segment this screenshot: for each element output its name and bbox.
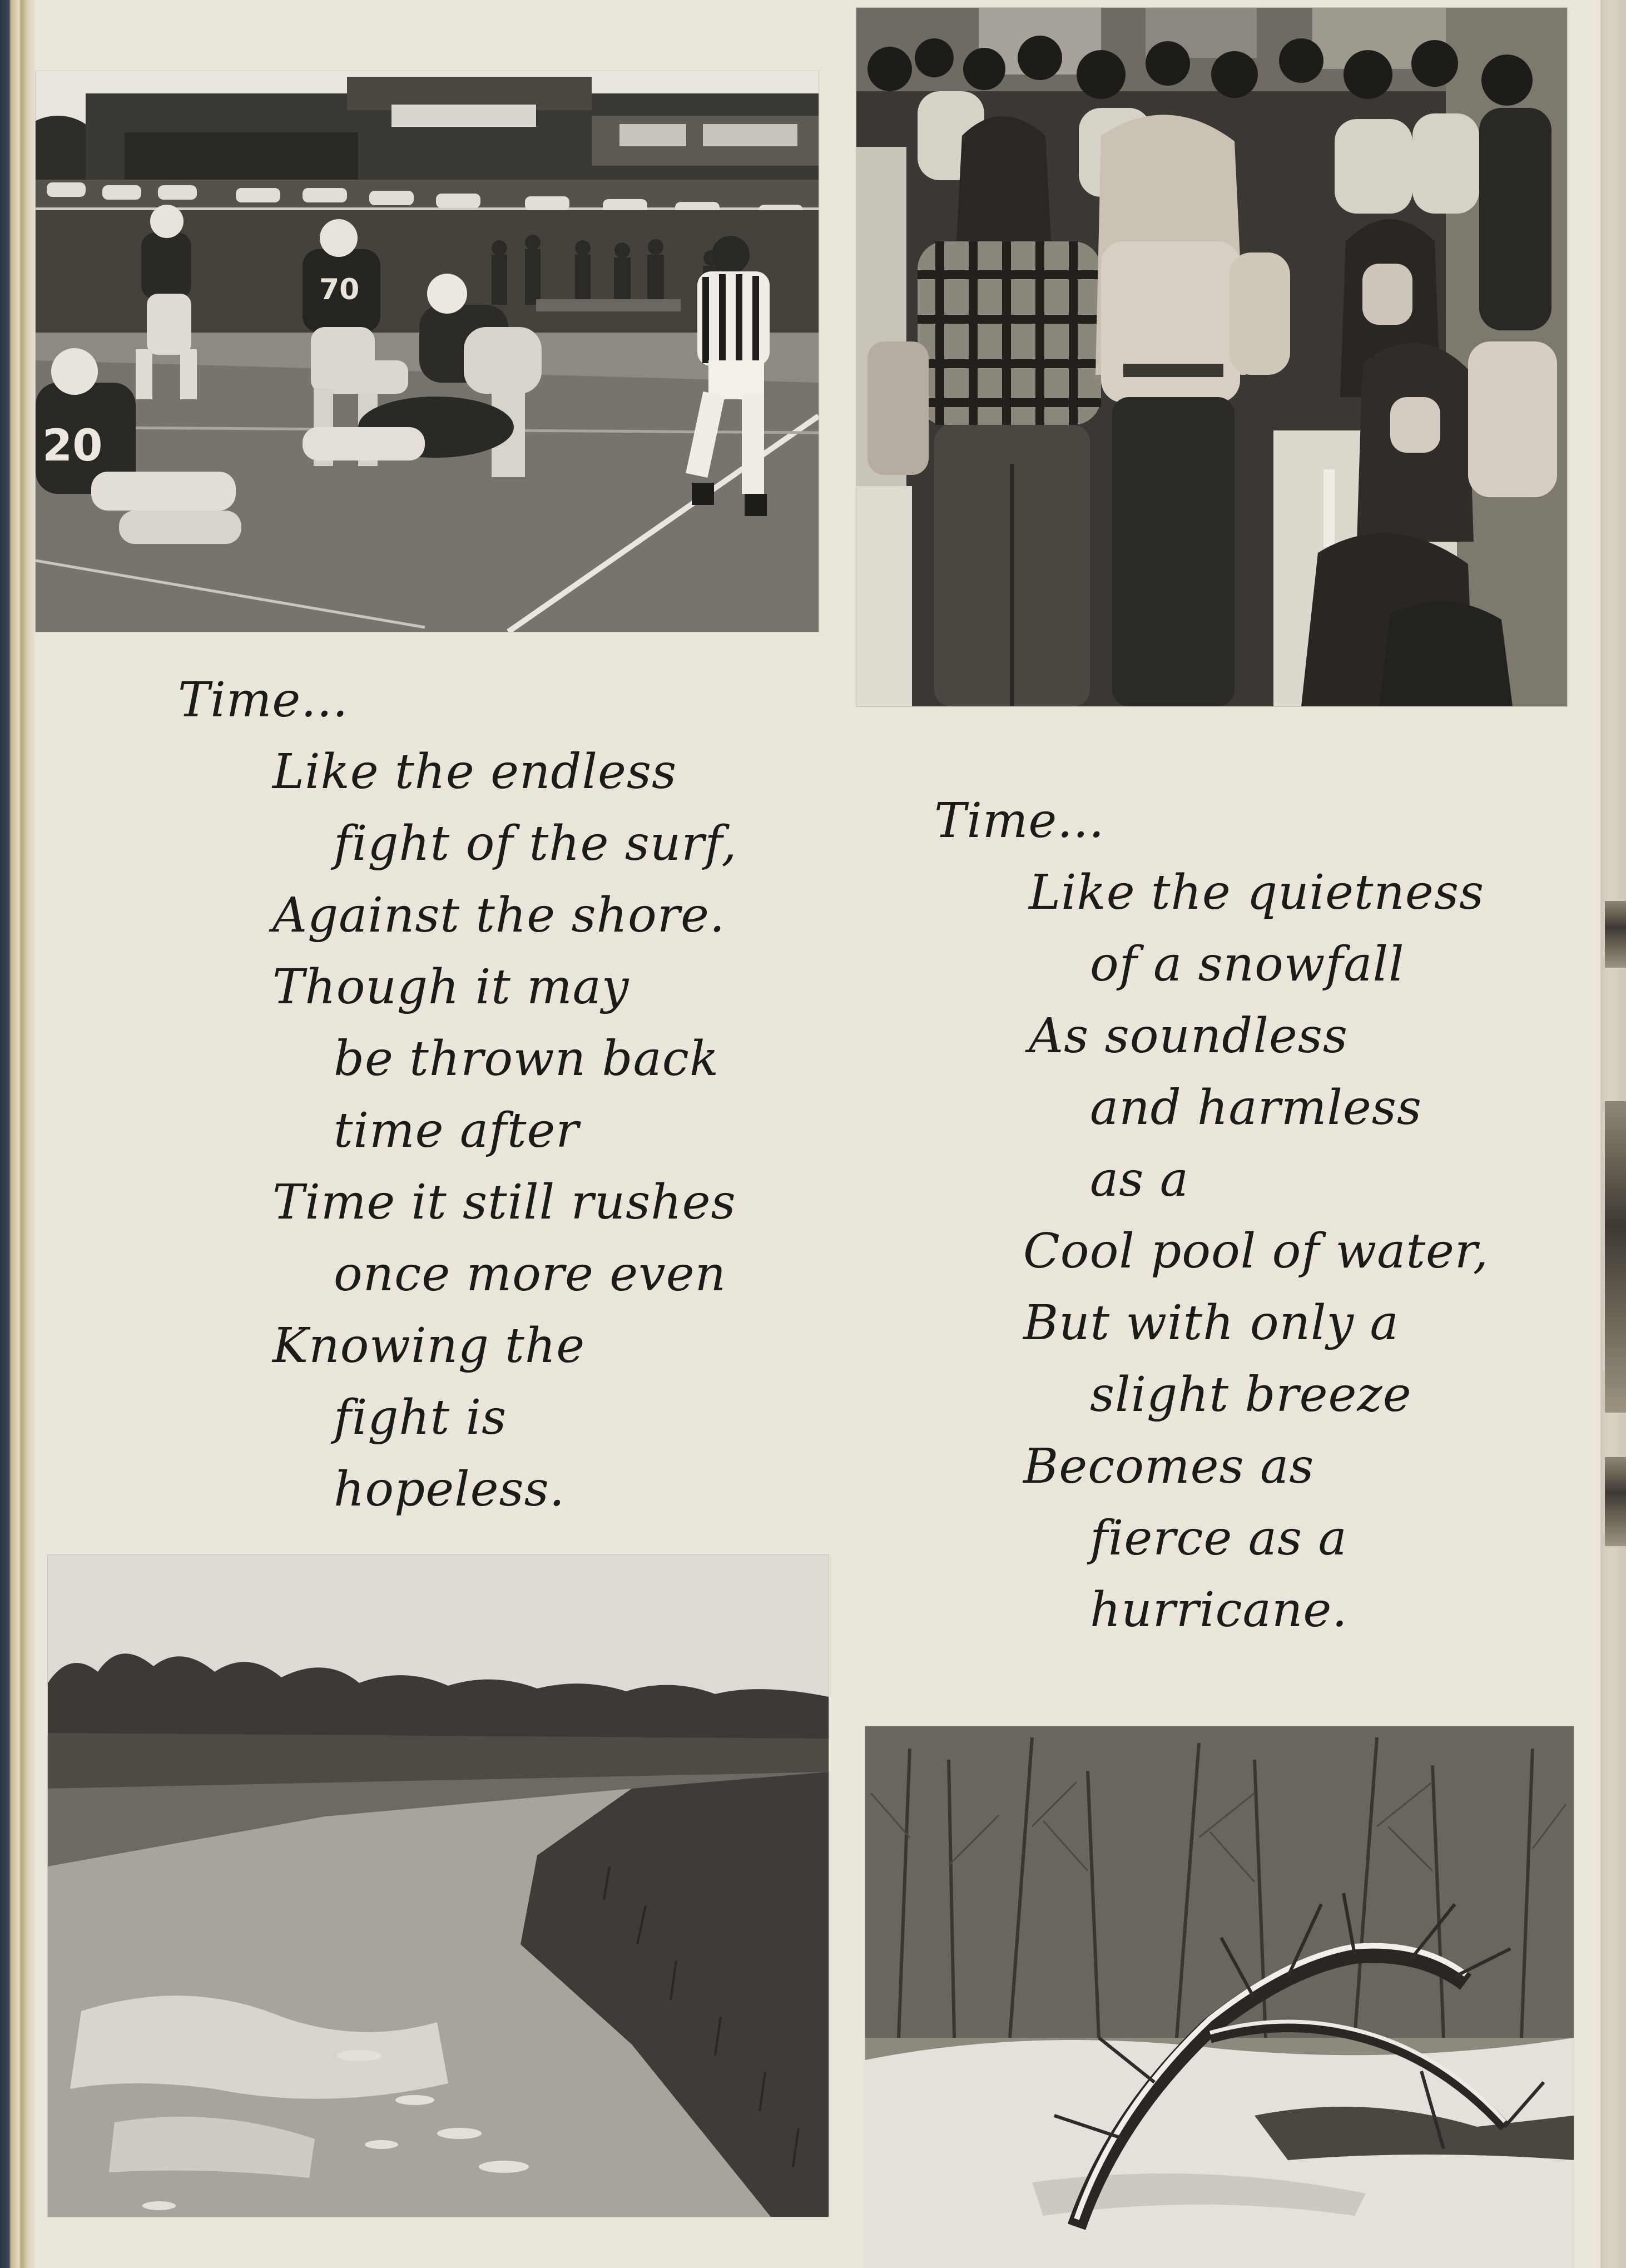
poem-left-line: Against the shore. — [272, 888, 726, 943]
poem-left-line: fight is — [334, 1390, 507, 1445]
poem-right-line: Like the quietness — [1029, 865, 1485, 920]
poem-left-line: once more even — [334, 1246, 726, 1302]
poem-right-line: fierce as a — [1090, 1511, 1347, 1566]
photo-cafeteria-crowd — [856, 8, 1567, 706]
poem-right-title: Time... — [934, 793, 1105, 849]
poem-right-line: hurricane. — [1090, 1582, 1348, 1638]
jersey-70: 70 — [319, 273, 360, 306]
book-spine — [0, 0, 34, 2268]
poem-left-line: Knowing the — [272, 1318, 586, 1374]
photo-snowy-tree — [865, 1726, 1574, 2268]
poem-left-line: hopeless. — [334, 1462, 566, 1517]
photo-football-game — [36, 71, 819, 632]
photo-river-marsh — [48, 1555, 829, 2217]
poem-left — [178, 665, 817, 1526]
poem-left-line: Like the endless — [272, 744, 677, 800]
jersey-20: 20 — [42, 421, 103, 471]
adjacent-page-edge — [1600, 0, 1626, 2268]
poem-right-line: Cool pool of water, — [1023, 1224, 1489, 1279]
poem-left-line: Time it still rushes — [272, 1175, 736, 1230]
poem-right-line: slight breeze — [1090, 1367, 1412, 1423]
poem-right-line: As soundless — [1029, 1008, 1348, 1064]
poem-right-line: But with only a — [1023, 1295, 1399, 1351]
poem-left-line: be thrown back — [334, 1031, 720, 1087]
poem-right — [934, 785, 1574, 1646]
poem-right-line: Becomes as — [1023, 1439, 1315, 1494]
poem-left-line: fight of the surf, — [334, 816, 737, 871]
poem-left-line: time after — [334, 1103, 579, 1158]
poem-right-line: and harmless — [1090, 1080, 1422, 1136]
poem-right-line: as a — [1090, 1152, 1189, 1207]
poem-right-line: of a snowfall — [1090, 937, 1405, 992]
poem-left-title: Time... — [178, 672, 349, 728]
poem-left-line: Though it may — [272, 959, 629, 1015]
